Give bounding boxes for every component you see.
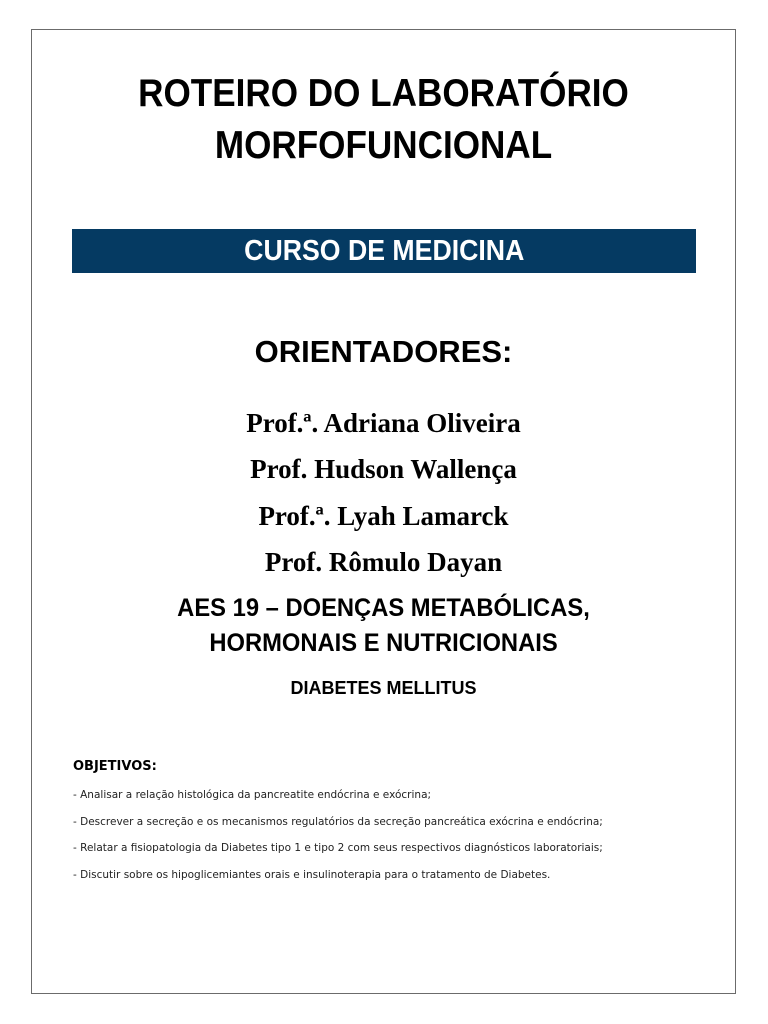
title-line-1: ROTEIRO DO LABORATÓRIO	[138, 72, 629, 115]
course-banner	[72, 229, 696, 273]
objective-item: - Analisar a relação histológica da pancreatite endócrina e exócrina;	[73, 789, 432, 801]
objectives-heading: OBJETIVOS:	[73, 759, 157, 774]
advisors-heading: ORIENTADORES:	[254, 334, 513, 369]
advisor-name: Prof. Hudson Wallença	[250, 454, 517, 484]
objectives-list	[73, 786, 603, 892]
advisor-name: Prof. Rômulo Dayan	[264, 547, 503, 577]
module-title-line-2: HORMONAIS E NUTRICIONAIS	[209, 629, 558, 657]
advisor-name: Prof.ª. Lyah Lamarck	[258, 501, 509, 531]
title-line-2: MORFOFUNCIONAL	[214, 124, 553, 167]
course-banner-label: CURSO DE MEDICINA	[243, 235, 525, 267]
module-title-line-1: AES 19 – DOENÇAS METABÓLICAS,	[177, 594, 590, 622]
module-title	[31, 591, 736, 661]
objective-item: - Descrever a secreção e os mecanismos regulatórios da secreção pancreática exócrina e endócrina;	[73, 815, 603, 828]
module-topic: DIABETES MELLITUS	[290, 678, 477, 698]
advisor-name: Prof.ª. Adriana Oliveira	[246, 408, 521, 438]
objective-item: - Discutir sobre os hipoglicemiantes orais e insulinoterapia para o tratamento de Diabetes.	[73, 868, 551, 881]
objective-item: - Relatar a fisiopatologia da Diabetes tipo 1 e tipo 2 com seus respectivos diagnósticos laboratoriais;	[73, 842, 603, 854]
document-title	[66, 68, 701, 172]
